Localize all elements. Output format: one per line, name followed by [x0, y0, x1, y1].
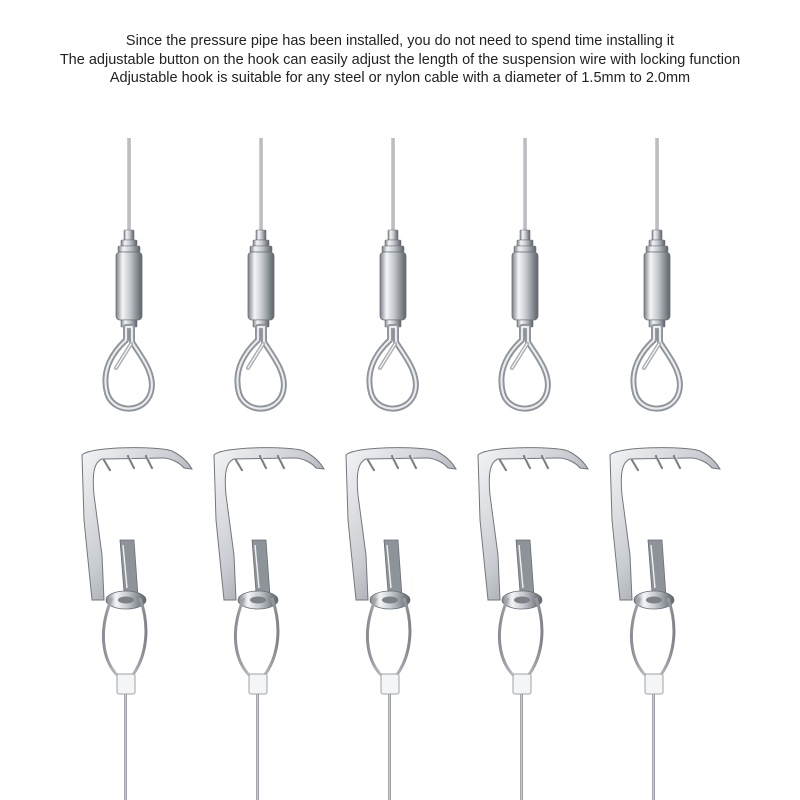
rail-hook-5 [610, 448, 720, 800]
cable-hook-4 [501, 138, 547, 409]
rail-hook-3 [346, 448, 456, 800]
rail-hook-2 [214, 448, 324, 800]
rail-hook-1 [82, 448, 192, 800]
cable-hook-2 [237, 138, 283, 409]
caption-line-3: Adjustable hook is suitable for any steel or nylon cable with a diameter of 1.5mm to 2.0mm [109, 70, 691, 86]
rail-hook-4 [478, 448, 588, 800]
cable-hook-5 [633, 138, 679, 409]
caption-line-2: The adjustable button on the hook can easily adjust the length of the suspension wire with locking function [59, 51, 741, 68]
cable-hook-1 [105, 138, 151, 409]
caption-line-1: Since the pressure pipe has been installed, you do not need to spend time installing it [125, 33, 675, 49]
cable-hook-3 [369, 138, 415, 409]
